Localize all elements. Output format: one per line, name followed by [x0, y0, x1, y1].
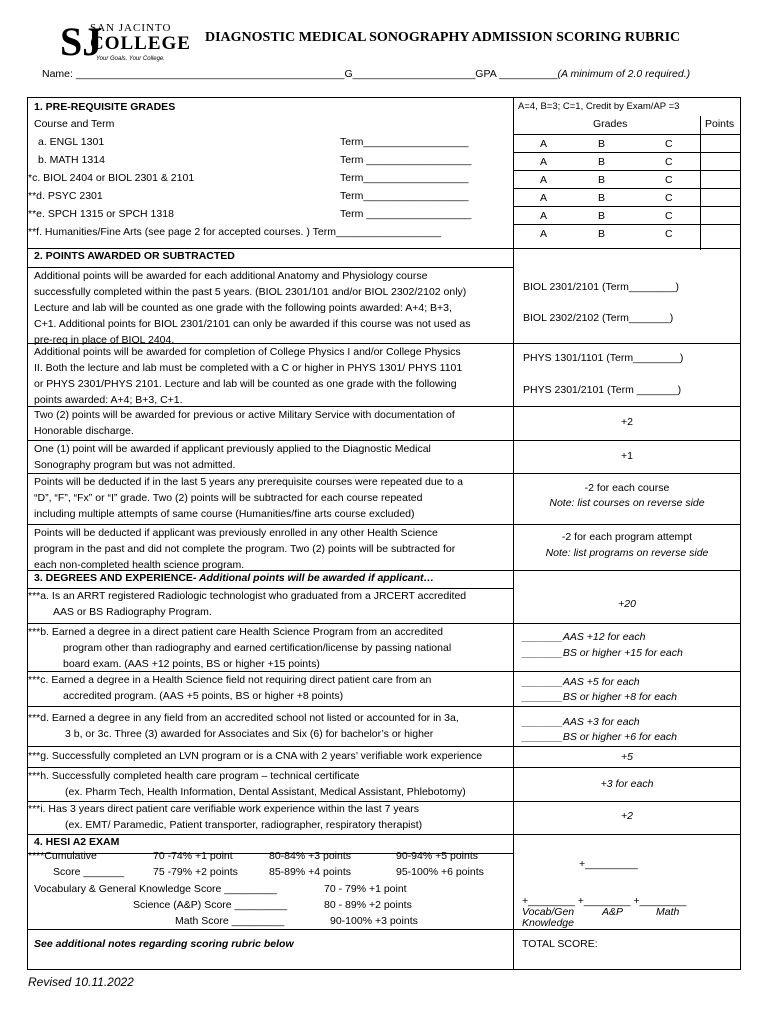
military-line: Honorable discharge.: [34, 425, 134, 437]
hesi-range: 85-89% +4 points: [269, 866, 352, 878]
item-3i: [28, 801, 512, 833]
gpa-note: (A minimum of 2.0 required.): [557, 68, 691, 80]
section1-heading: 1. PRE-REQUISITE GRADES: [34, 101, 176, 113]
item-3b-aas-field[interactable]: _______AAS +12 for each: [522, 631, 646, 643]
military-points: +2: [621, 416, 633, 428]
military-text: [34, 407, 512, 439]
physics-line: points awarded: A+4; B+3, C+1.: [34, 394, 183, 406]
grades-label: Grades: [593, 118, 628, 130]
subscore-range: 80 - 89% +2 points: [324, 899, 412, 911]
item-3i-points: +2: [621, 810, 633, 822]
course-term-field[interactable]: Term__________________: [340, 136, 469, 148]
additional-notes: See additional notes regarding scoring rubric below: [34, 938, 294, 950]
physics-line: Additional points will be awarded for completion of College Physics I and/or College Physics: [34, 346, 461, 358]
logo-monogram: SJ: [60, 19, 103, 64]
grade-option-a[interactable]: A: [540, 228, 548, 240]
name-label: Name:: [42, 68, 73, 80]
g-field[interactable]: _____________________: [352, 68, 476, 80]
course-term-field[interactable]: Term __________________: [340, 154, 472, 166]
deduct-course-line: “D”, “F”, “Fx” or “I” grade. Two (2) points will be subtracted for each course repeated: [34, 492, 423, 504]
phys-2301-field[interactable]: PHYS 2301/2101 (Term _______): [523, 384, 682, 396]
item-3d-aas-field[interactable]: _______AAS +3 for each: [522, 716, 640, 728]
item-3c-line: accredited program. (AAS +5 points, BS or higher +8 points): [63, 690, 344, 702]
item-3b-line: board exam. (AAS +12 points, BS or higher +15 points): [63, 658, 320, 670]
hesi-range: 90-94% +5 points: [396, 850, 479, 862]
anatomy-line: pre-req in place of BIOL 2404.: [34, 334, 175, 346]
hesi-range: 95-100% +6 points: [396, 866, 484, 878]
anatomy-text: [34, 268, 512, 348]
item-3d-bs-field[interactable]: _______BS or higher +6 for each: [522, 731, 677, 743]
math-score-field[interactable]: Math Score _________: [175, 915, 285, 927]
deduct-program-line: each non-completed health science program.: [34, 559, 245, 571]
item-3d-line: ***d. Earned a degree in any field from an accredited school not listed or accounted for in 3a,: [28, 712, 459, 724]
item-3c-aas-field[interactable]: _______AAS +5 for each: [522, 676, 640, 688]
item-3d: [28, 710, 512, 742]
grade-option-b[interactable]: B: [598, 210, 606, 222]
course-term-field[interactable]: Term__________________: [340, 172, 469, 184]
item-3b-line: program other than radiography and earned certification/license by passing national: [63, 642, 452, 654]
subscore-range: 70 - 79% +1 point: [324, 883, 407, 895]
anatomy-line: successfully completed within the past 5 years. (BIOL 2301/101 and/or BIOL 2302/2102 only): [34, 286, 467, 298]
physics-line: II. Both the lecture and lab must be completed with a C or higher in PHYS 1301/ PHYS 1101: [34, 362, 463, 374]
grade-option-b[interactable]: B: [598, 174, 606, 186]
logo-tagline: Your Goals. Your College.: [96, 56, 165, 62]
points-label: Points: [705, 118, 735, 130]
deduct-program-line: program in the past and did not complete the program. Two (2) points will be subtracted for: [34, 543, 456, 555]
physics-text: [34, 344, 512, 408]
rubric-table: [27, 97, 741, 970]
anatomy-line: Additional points will be awarded for each additional Anatomy and Physiology course: [34, 270, 428, 282]
item-3b-line: ***b. Earned a degree in a direct patient care Health Science Program from an accredited: [28, 626, 443, 638]
item-3h-line: (ex. Pharm Tech, Health Information, Dental Assistant, Medical Assistant, Phlebotomy): [65, 786, 466, 798]
course-name: *c. BIOL 2404 or BIOL 2301 & 2101: [28, 172, 195, 184]
grade-option-b[interactable]: B: [598, 192, 606, 204]
item-3a-line: AAS or BS Radiography Program.: [53, 606, 212, 618]
item-3h-points: +3 for each: [600, 778, 654, 790]
grade-option-a[interactable]: A: [540, 192, 548, 204]
grade-option-c[interactable]: C: [665, 210, 673, 222]
deduct-course-note: Note: list courses on reverse side: [549, 497, 705, 509]
applied-text: [34, 441, 512, 473]
applied-line: One (1) point will be awarded if applicant previously applied to the Diagnostic Medical: [34, 443, 431, 455]
cumulative-label: ****Cumulative: [28, 850, 97, 862]
deduct-course-text: [34, 474, 512, 522]
grade-option-a[interactable]: A: [540, 210, 548, 222]
course-name: **e. SPCH 1315 or SPCH 1318: [28, 208, 174, 220]
revised-date: Revised 10.11.2022: [28, 975, 134, 989]
applicant-info-line: [42, 68, 690, 80]
course-term-label: Course and Term: [34, 118, 115, 130]
cumulative-score-field[interactable]: Score _______: [53, 866, 125, 878]
subscore-range: 90-100% +3 points: [330, 915, 418, 927]
item-3b-bs-field[interactable]: _______BS or higher +15 for each: [522, 647, 683, 659]
deduct-program-points: -2 for each program attempt: [561, 531, 693, 543]
grade-option-c[interactable]: C: [665, 156, 673, 168]
deduct-course-points: -2 for each course: [584, 482, 670, 494]
grade-option-c[interactable]: C: [665, 228, 673, 240]
grade-option-a[interactable]: A: [540, 138, 548, 150]
vocab-sublabel: Vocab/Gen: [522, 906, 575, 918]
course-name: a. ENGL 1301: [38, 136, 105, 148]
applied-points: +1: [621, 450, 633, 462]
deduct-program-text: [34, 525, 512, 573]
grade-option-c[interactable]: C: [665, 192, 673, 204]
deduct-course-line: Points will be deducted if in the last 5 years any prerequisite courses were repeated due to a: [34, 476, 463, 488]
item-3a-points: +20: [618, 598, 636, 610]
item-3h: [28, 768, 512, 800]
section3-heading-italic: - Additional points will be awarded if applicant…: [192, 572, 435, 584]
deduct-course-line: including multiple attempts of same course (Humanities/fine arts course excluded): [34, 508, 415, 520]
biol-2301-field[interactable]: BIOL 2301/2101 (Term________): [523, 281, 680, 293]
item-3a: [28, 588, 512, 620]
page-title: DIAGNOSTIC MEDICAL SONOGRAPHY ADMISSION SCORING RUBRIC: [205, 30, 681, 45]
grade-option-c[interactable]: C: [665, 138, 673, 150]
item-3g: ***g. Successfully completed an LVN program or is a CNA with 2 years’ verifiable work experience: [28, 750, 483, 762]
total-score-field[interactable]: TOTAL SCORE:: [522, 938, 598, 950]
anatomy-line: C+1. Additional points for BIOL 2301/2101 can only be awarded if this course was not used as: [34, 318, 471, 330]
section3-heading-title: 3. DEGREES AND EXPERIENCE: [34, 572, 193, 584]
logo-line2: COLLEGE: [90, 33, 191, 54]
grade-option-a[interactable]: A: [540, 174, 548, 186]
subscore-points-fields[interactable]: +________ +________ +________: [522, 895, 687, 907]
hesi-range: 75 -79% +2 points: [153, 866, 238, 878]
grade-option-a[interactable]: A: [540, 156, 548, 168]
grade-option-b[interactable]: B: [598, 156, 606, 168]
gpa-field[interactable]: __________: [496, 68, 558, 80]
course-term-field[interactable]: Term __________________: [340, 208, 472, 220]
item-3c-bs-field[interactable]: _______BS or higher +8 for each: [522, 691, 677, 703]
science-score-field[interactable]: Science (A&P) Score _________: [133, 899, 288, 911]
logo-line1: SAN JACINTO: [90, 22, 172, 34]
section3-heading: [34, 572, 434, 585]
grade-key: A=4, B=3; C=1, Credit by Exam/AP =3: [518, 101, 680, 112]
course-name: b. MATH 1314: [38, 154, 105, 166]
hesi-range: 70 -74% +1 point: [153, 850, 233, 862]
vocab-score-field[interactable]: Vocabulary & General Knowledge Score _________: [34, 883, 277, 895]
hesi-range: 80-84% +3 points: [269, 850, 352, 862]
deduct-program-line: Points will be deducted if applicant was previously enrolled in any other Health Science: [34, 527, 438, 539]
military-line: Two (2) points will be awarded for previous or active Military Service with documentation of: [34, 409, 455, 421]
item-3d-line: 3 b, or 3c. Three (3) awarded for Associates and Six (6) for bachelor’s or higher: [65, 728, 434, 740]
course-term-field[interactable]: Term__________________: [340, 190, 469, 202]
anatomy-line: Lecture and lab will be counted as one grade with the following points awarded: A+4; B+3,: [34, 302, 452, 314]
ap-sublabel: A&P: [602, 906, 624, 918]
cumulative-points-field[interactable]: +_________: [579, 858, 638, 870]
section2-heading: 2. POINTS AWARDED OR SUBTRACTED: [34, 250, 235, 262]
phys-1301-field[interactable]: PHYS 1301/1101 (Term________): [523, 352, 684, 364]
name-field[interactable]: ______________________________________________: [72, 68, 345, 80]
applied-line: Sonography program but was not admitted.: [34, 459, 236, 471]
item-3c: [28, 672, 512, 704]
item-3i-line: ***i. Has 3 years direct patient care verifiable work experience within the last 7 years: [28, 803, 420, 815]
college-logo: [60, 20, 190, 65]
item-3h-line: ***h. Successfully completed health care program – technical certificate: [28, 770, 360, 782]
deduct-program-note: Note: list programs on reverse side: [545, 547, 709, 559]
grade-option-c[interactable]: C: [665, 174, 673, 186]
item-3a-line: ***a. Is an ARRT registered Radiologic technologist who graduated from a JRCERT accredited: [28, 590, 467, 602]
physics-line: or PHYS 2301/PHYS 2101. Lecture and lab will be counted as one grade with the following: [34, 378, 457, 390]
item-3i-line: (ex. EMT/ Paramedic, Patient transporter, radiographer, respiratory therapist): [65, 819, 423, 831]
g-label: G: [344, 68, 353, 80]
biol-2302-field[interactable]: BIOL 2302/2102 (Term_______): [523, 312, 674, 324]
course-name: **d. PSYC 2301: [28, 190, 103, 202]
grade-option-b[interactable]: B: [598, 138, 606, 150]
item-3c-line: ***c. Earned a degree in a Health Science field not requiring direct patient care from an: [28, 674, 432, 686]
item-3g-points: +5: [621, 751, 633, 763]
gpa-label: GPA: [475, 68, 497, 80]
vocab-sublabel-2: Knowledge: [522, 917, 574, 929]
item-3b: [28, 624, 512, 672]
section4-heading: 4. HESI A2 EXAM: [34, 836, 120, 848]
math-sublabel: Math: [656, 906, 680, 918]
grade-option-b[interactable]: B: [598, 228, 606, 240]
course-name: **f. Humanities/Fine Arts (see page 2 for accepted courses. ) Term__________________: [28, 226, 442, 238]
